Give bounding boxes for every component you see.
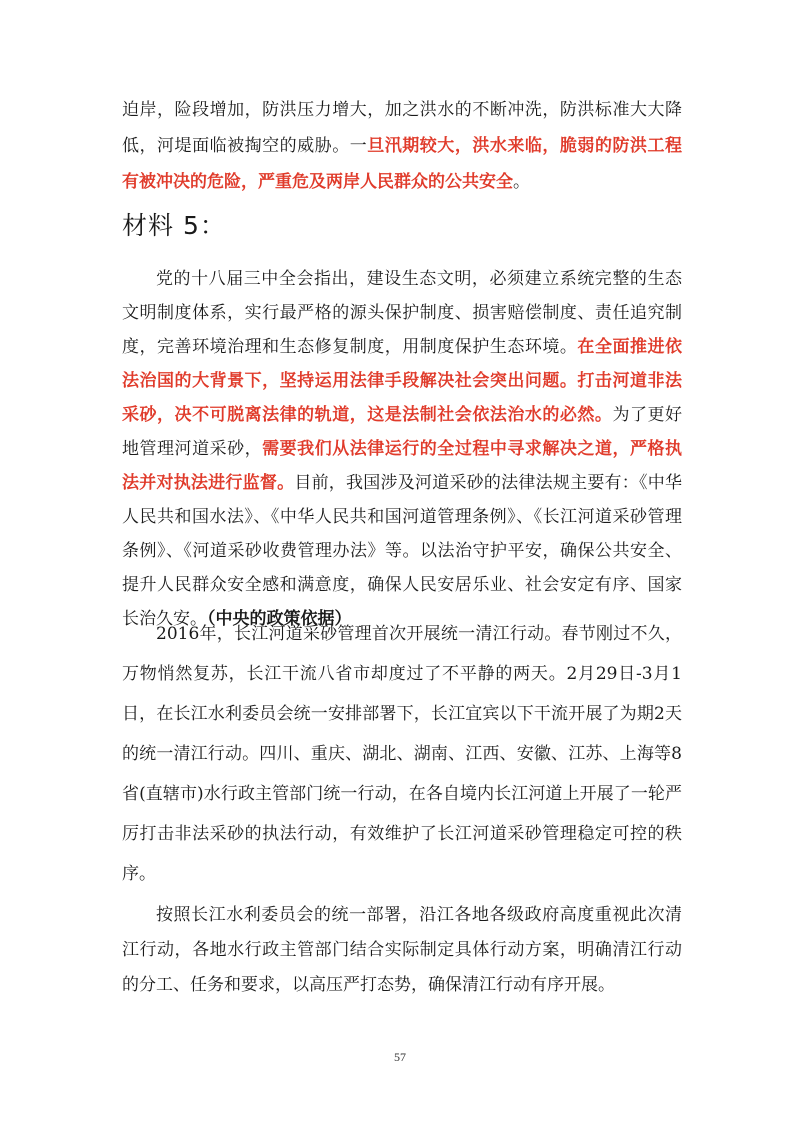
paragraph-text: 为了更好地管理河道采砂，	[122, 405, 683, 459]
page-number: 57	[394, 1050, 406, 1064]
paragraph-text: 迫岸，险段增加，防洪压力增大，加之洪水的不断冲洗，防洪标准大大降低，河堤面临被掏空的威胁。一	[122, 100, 682, 156]
highlighted-text: 旦汛期较大，洪水来临，脆弱的防洪工程有被冲决的危险，严重危及两岸人民群众的公共安全	[122, 136, 683, 192]
paragraph-text: 。	[513, 172, 530, 192]
paragraph-2016-action: 2016年，长江河道采砂管理首次开展统一清江行动。春节刚过不久，万物悄然复苏，长江干流八省市却度过了不平静的两天。2月29日-3月1日，在长江水利委员会统一安排部署下，长江宜宾以下干流开展了为期2天的统一清江行动。四川、重庆、湖北、湖南、江西、安徽、江苏、上海等8省(直辖市)水行政主管部门统一行动，在各自境内长江河道上开展了一轮严厉打击非法采砂的执法行动，有效维护了长江河道采砂管理稳定可控的秩序。	[122, 624, 682, 884]
section-heading: 材料 5：	[122, 211, 226, 240]
bold-note: （中央的政策依据）	[207, 609, 352, 629]
paragraph-material-5	[122, 262, 682, 636]
paragraph-flood-risk	[122, 92, 682, 200]
paragraph-text: 目前，我国涉及河道采砂的法律法规主要有：《中华人民共和国水法》、《中华人民共和国河道管理条例》、《长江河道采砂管理条例》、《河道采砂收费管理办法》等。以法治守护平安，确保公共安全、提升人民群众安全感和满意度，确保人民安居乐业、社会安定有序、国家长治久安。	[122, 473, 682, 629]
highlighted-text: 在全面推进依法治国的大背景下，坚持运用法律手段解决社会突出问题。打击河道非法采砂，决不可脱离法律的轨道，这是法制社会依法治水的必然。	[122, 337, 683, 425]
paragraph-text: 党的十八届三中全会指出，建设生态文明，必须建立系统完整的生态文明制度体系，实行最严格的源头保护制度、损害赔偿制度、责任追究制度，完善环境治理和生态修复制度，用制度保护生态环境。	[122, 269, 682, 357]
highlighted-text: 需要我们从法律运行的全过程中寻求解决之道，严格执法并对执法进行监督。	[122, 439, 683, 493]
paragraph-deployment: 按照长江水利委员会的统一部署，沿江各地各级政府高度重视此次清江行动，各地水行政主管部门结合实际制定具体行动方案，明确清江行动的分工、任务和要求，以高压严打态势，确保清江行动有序开展。	[122, 905, 682, 995]
